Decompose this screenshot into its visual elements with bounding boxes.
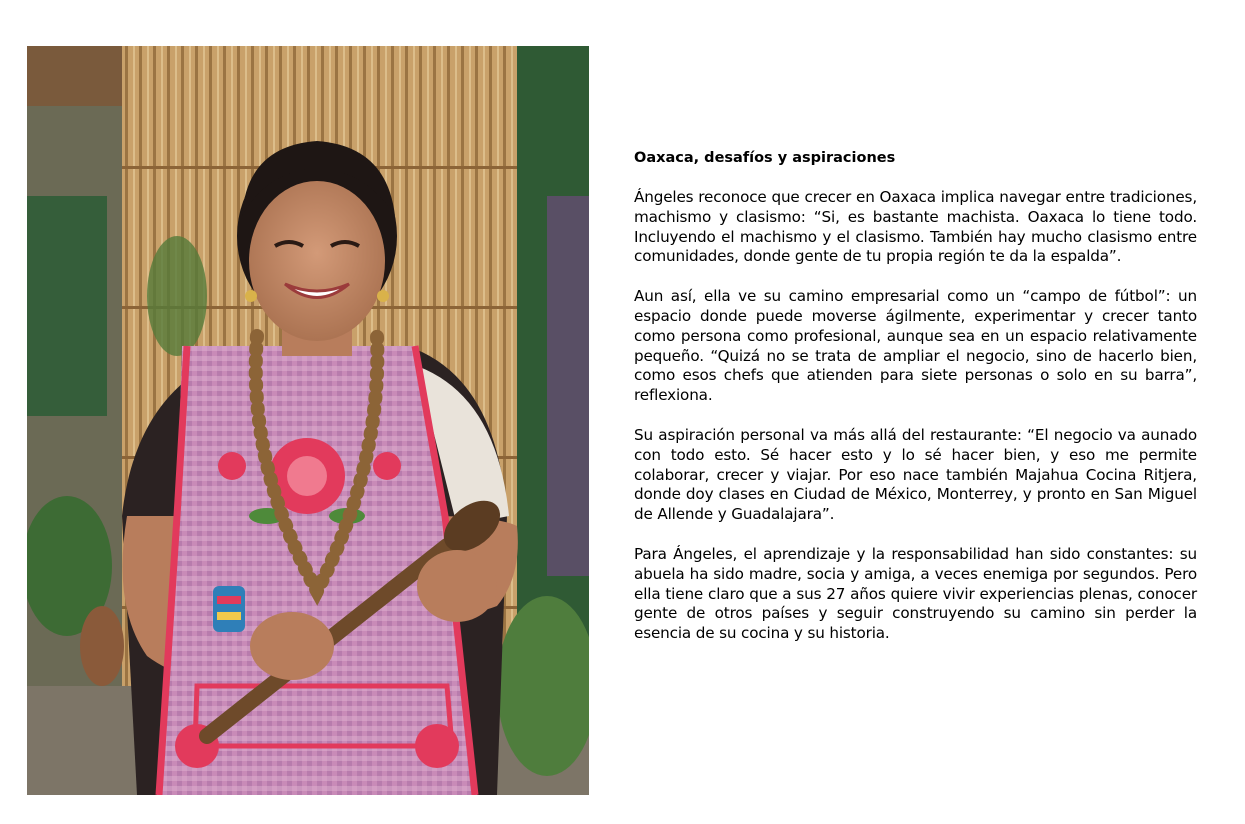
article-paragraph-4: Para Ángeles, el aprendizaje y la responsabilidad han sido constantes: su abuela ha sido madre, socia y amiga, a veces enemiga por segundos. Pero ella tiene claro que a sus 27 años quiere vivir experiencias plenas, conocer gente de otros países y seguir construyendo su camino sin perder la esencia de su cocina y su historia. <box>634 544 1197 643</box>
article-paragraph-3: Su aspiración personal va más allá del restaurante: “El negocio va aunado con todo esto. Sé hacer esto y lo sé hacer bien, y eso me permite colaborar, crecer y viajar. Por eso nace también Majahua Cocina Ritjera, donde doy clases en Ciudad de México, Monterrey, y pronto en San Miguel de Allende y Guadalajara”. <box>634 425 1197 524</box>
article-paragraph-1: Ángeles reconoce que crecer en Oaxaca implica navegar entre tradiciones, machismo y clasismo: “Si, es bastante machista. Oaxaca lo tiene todo. Incluyendo el machismo y el clasismo. También hay mucho clasismo entre comunidades, donde gente de tu propia región te da la espalda”. <box>634 188 1197 266</box>
article-heading: Oaxaca, desafíos y aspiraciones <box>634 150 896 166</box>
portrait-illustration <box>27 46 589 795</box>
portrait-photo <box>27 46 589 795</box>
article-text <box>634 148 1197 664</box>
article-paragraph-2: Aun así, ella ve su camino empresarial como un “campo de fútbol”: un espacio donde puede moverse ágilmente, experimentar y crecer tanto como persona como profesional, aunque sea en un espacio relativamente pequeño. “Quizá no se trata de ampliar el negocio, sino de hacerlo bien, como esos chefs que atienden para siete personas o solo en su barra”, reflexiona. <box>634 287 1197 405</box>
